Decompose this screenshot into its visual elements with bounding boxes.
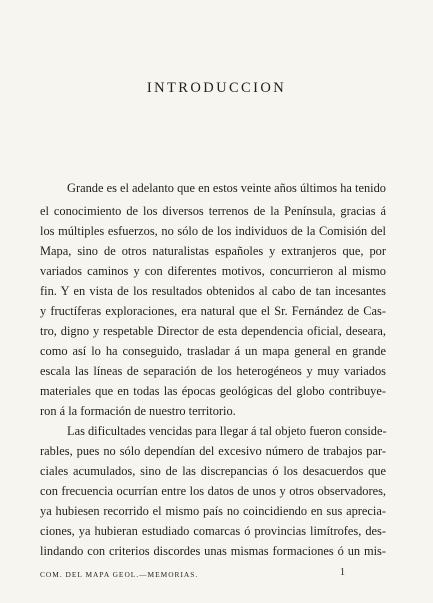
paragraph-1-line-9: como así lo ha conseguido, trasladar á un mapa general en grande	[40, 344, 386, 358]
paragraph-1-line-8: tro, digno y respetable Director de esta dependencia oficial, deseara,	[40, 324, 386, 338]
paragraph-2-line-3: ciales acumulados, sino de las discrepancias ó los desacuerdos que	[40, 464, 386, 478]
paragraph-1-line-10: escala las líneas de separación de los heterogéneos y muy variados	[40, 364, 386, 378]
running-title: COM. DEL MAPA GEOL.—MEMORIAS.	[40, 570, 199, 579]
paragraph-1-line-1: Grande es el adelanto que en estos veinte años últimos ha tenido	[67, 181, 386, 195]
paragraph-1-line-12: ron á la formación de nuestro territorio.	[40, 404, 236, 418]
paragraph-2-line-1: Las dificultades vencidas para llegar á tal objeto fueron conside-	[67, 424, 387, 438]
paragraph-1-line-11: materiales que en todas las épocas geológicas del globo contribuye-	[40, 384, 386, 398]
chapter-title: INTRODUCCION	[146, 80, 287, 96]
paragraph-2-line-4: con frecuencia ocurrían entre los datos de unos y otros observadores,	[40, 484, 386, 498]
page-number: 1	[340, 567, 345, 578]
paragraph-1-line-7: y fructíferas exploraciones, era natural que el Sr. Fernández de Cas-	[40, 304, 386, 318]
paragraph-1-line-2: el conocimiento de los diversos terrenos de la Península, gracias á	[40, 204, 386, 218]
paragraph-1-line-5: variados caminos y con diferentes motivos, concurrieron al mismo	[40, 264, 386, 278]
paragraph-1-line-3: los múltiples esfuerzos, no sólo de los individuos de la Comisión del	[40, 224, 386, 238]
paragraph-2-line-5: ya hubiesen recorrido el mismo país no coincidiendo en sus aprecia-	[40, 504, 386, 518]
paragraph-1-line-4: Mapa, sino de otros naturalistas españoles y extranjeros que, por	[40, 244, 386, 258]
paragraph-2-line-6: ciones, ya hubieran estudiado comarcas ó provincias limítrofes, des-	[40, 524, 386, 538]
paragraph-2-line-7: lindando con criterios discordes unas mismas formaciones ó un mis-	[40, 544, 386, 558]
paragraph-1-line-6: fin. Y en vista de los resultados obtenidos al cabo de tan incesantes	[40, 284, 386, 298]
paragraph-2-line-2: rables, pues no sólo dependían del excesivo número de trabajos par-	[40, 444, 386, 458]
